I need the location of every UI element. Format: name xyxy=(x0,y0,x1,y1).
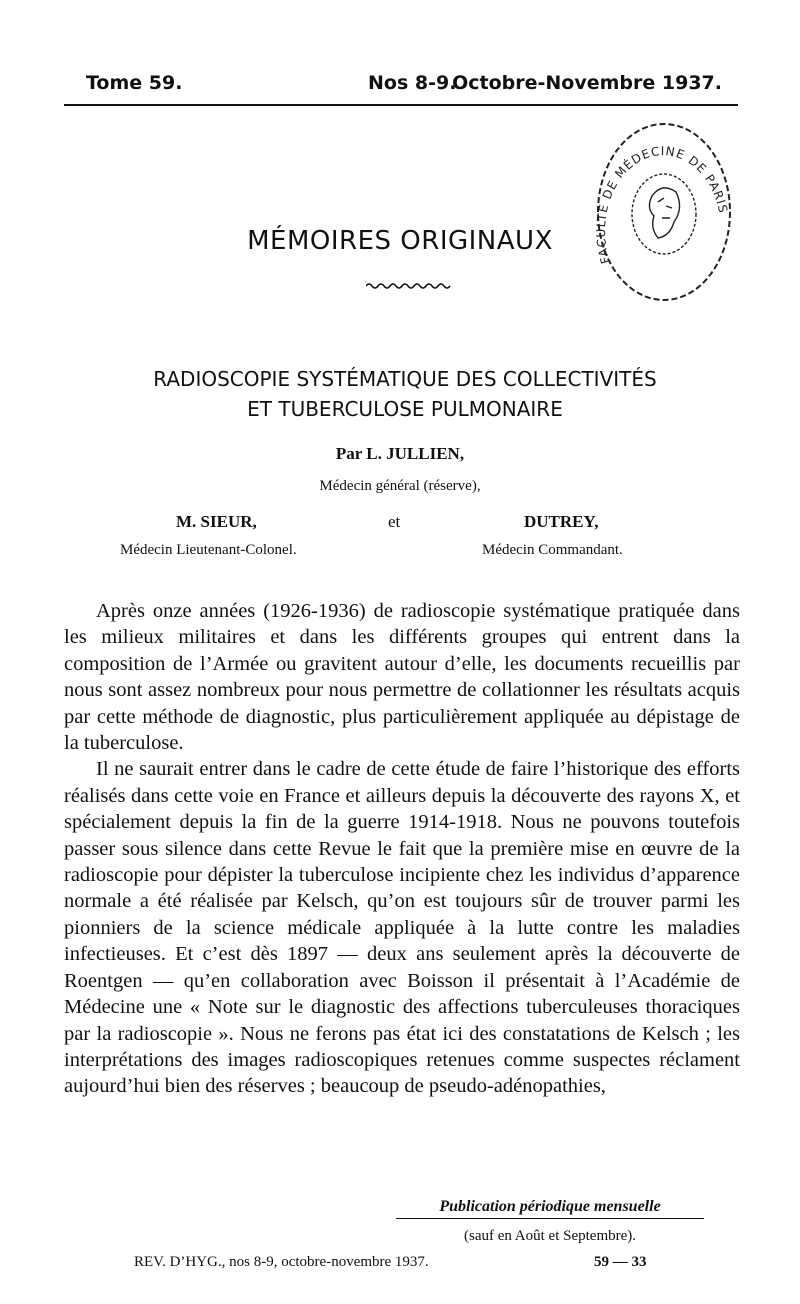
publication-note: Publication périodique mensuelle xyxy=(396,1198,704,1219)
article-title-line2: ET TUBERCULOSE PULMONAIRE xyxy=(247,397,563,421)
article-title xyxy=(60,364,750,424)
author2-role: Médecin Lieutenant-Colonel. xyxy=(120,542,297,558)
issue-numbers: Nos 8-9. xyxy=(368,72,457,94)
publication-subnote: (sauf en Août et Septembre). xyxy=(463,1228,637,1244)
volume-label: Tome 59. xyxy=(86,72,183,94)
issue-date: Octobre-Novembre 1937. xyxy=(452,72,722,94)
byline-author1: Par L. JULLIEN, xyxy=(335,444,465,463)
article-body xyxy=(64,598,740,1100)
section-title: MÉMOIRES ORIGINAUX xyxy=(247,226,553,256)
paragraph-2: Il ne saurait entrer dans le cadre de cette étude de faire l’historique des efforts réalisés dans cette voie en France et ailleurs depuis la découverte des rayons X, et spécialement depuis la fin de la guerre 1914-1918. Nous ne pouvons toutefois passer sous silence dans cette Revue le fait que la première mise en œuvre de la radioscopie pour dépister la tuberculose incipiente chez les individus d’apparence normale a été réalisée par Kelsch, qu’on est toujours sûr de trouver parmi les pionniers de la science médicale appliquée à la lutte contre les maladies infectieuses. Et c’est dès 1897 — deux ans seulement après la découverte de Roentgen — qu’en collaboration avec Boisson il présentait à l’Académie de Médecine une « Note sur le diagnostic des affections tuberculeuses thoraciques par la radioscopie ». Nous ne ferons pas état ici des constatations de Kelsch ; les interprétations des images radioscopiques retenues comme suspectes réclament aujourd’hui bien des réserves ; beaucoup de pseudo-adénopathies, xyxy=(64,758,740,1098)
coauthors-block xyxy=(100,512,700,566)
paragraph-1: Après onze années (1926-1936) de radioscopie systématique pratiquée dans les milieux militaires et dans les différents groupes qui entrent dans la composition de l’Armée ou gravitent autour d’elle, les documents recueillis par nous sont assez nombreux pour nous permettre de collationner les résultats acquis par cette méthode de diagnostic, plus particulièrement appliquée au dépistage de la tuberculose. xyxy=(64,600,740,755)
article-title-line1: RADIOSCOPIE SYSTÉMATIQUE DES COLLECTIVITÉS xyxy=(153,367,657,391)
footer-citation: REV. D’HYG., nos 8-9, octobre-novembre 1937. xyxy=(134,1254,429,1270)
author-conjunction: et xyxy=(388,512,401,531)
author1-role: Médecin général (réserve), xyxy=(319,478,481,494)
page-number: 59 — 33 xyxy=(594,1254,647,1270)
library-stamp xyxy=(588,112,736,310)
author3-name: DUTREY, xyxy=(524,512,599,531)
ornament-squiggle xyxy=(366,282,454,290)
running-header xyxy=(64,66,736,100)
author3-role: Médecin Commandant. xyxy=(482,542,623,558)
author2-name: M. SIEUR, xyxy=(176,512,257,531)
header-rule xyxy=(64,104,738,106)
stamp-lettering: FACULTÉ DE MÉDECINE DE PARIS xyxy=(593,144,731,266)
